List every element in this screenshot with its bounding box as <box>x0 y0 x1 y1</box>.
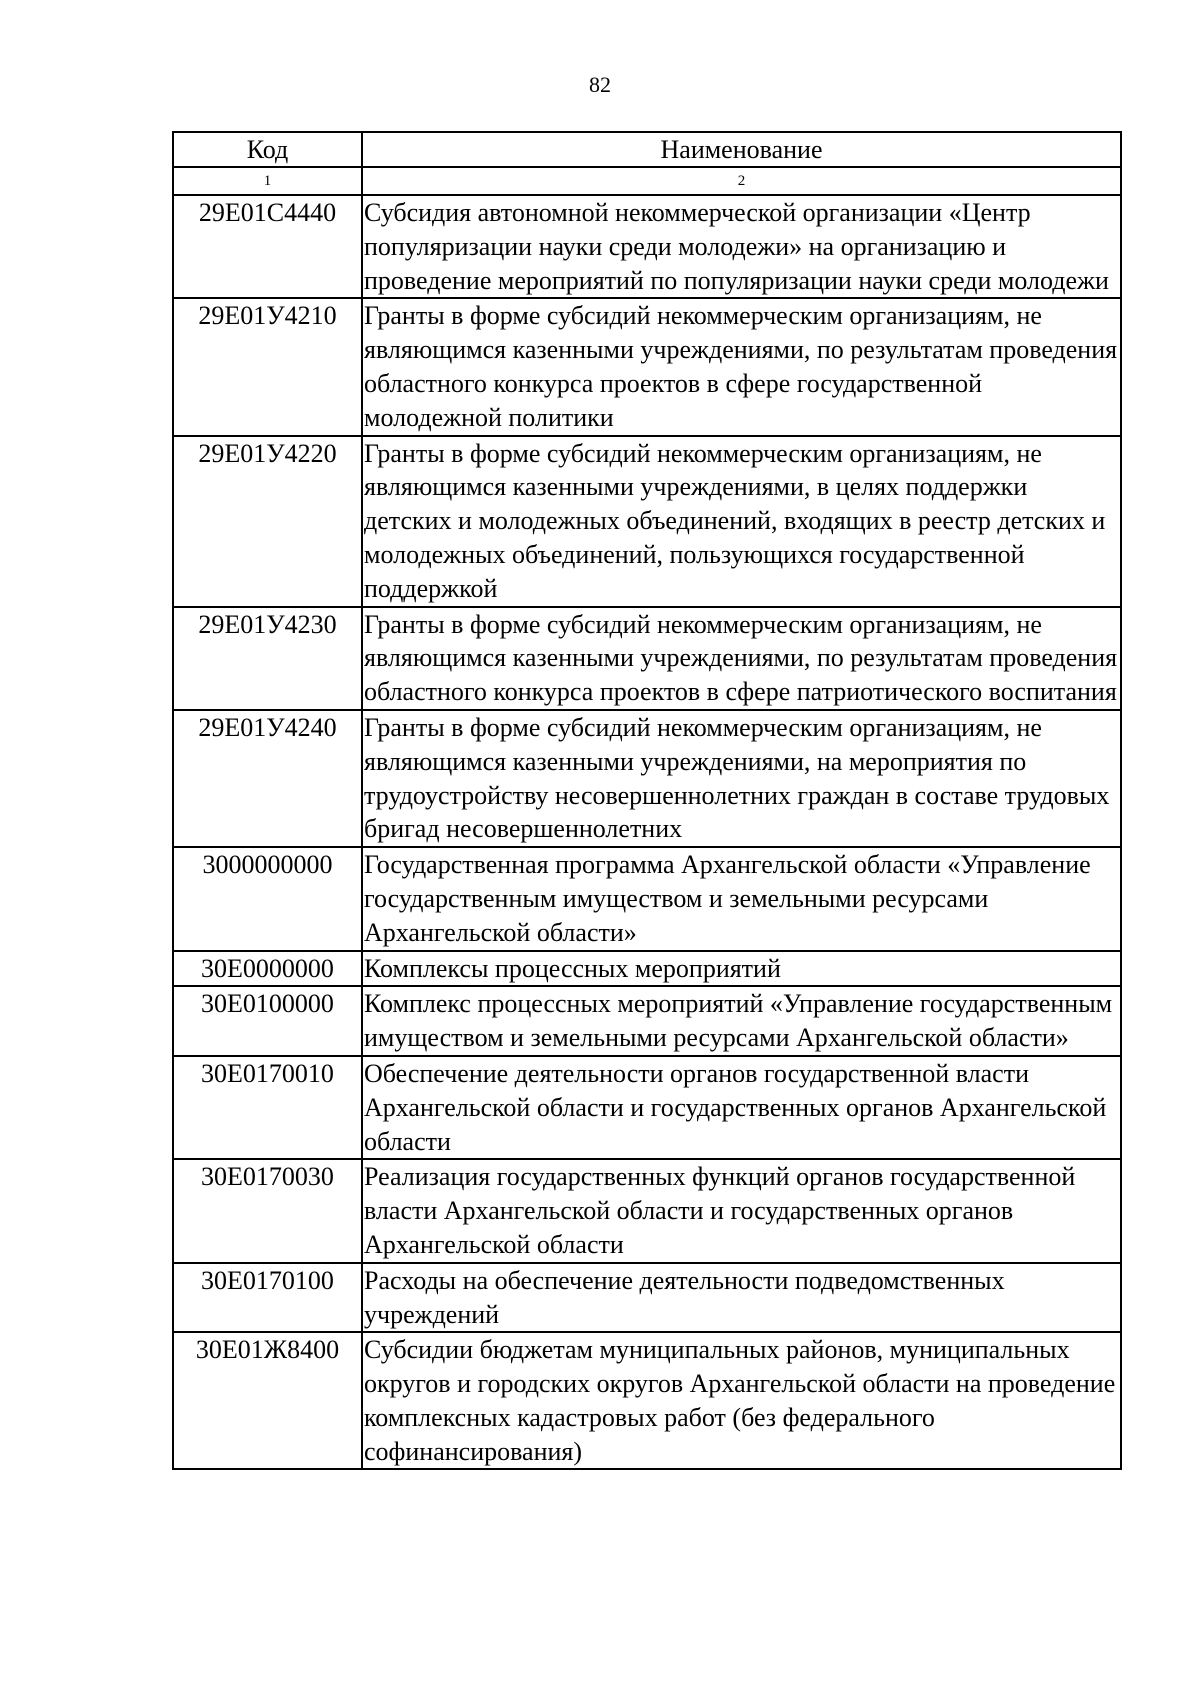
table-row <box>173 1056 1121 1159</box>
table-header-row <box>173 132 1121 167</box>
row-code: 30Е0170010 <box>173 1056 362 1159</box>
row-name: Реализация государственных функций органов государственной власти Архангельской области и государственных органов Архангельской области <box>362 1159 1121 1262</box>
budget-code-table <box>172 131 1122 1470</box>
row-code: 29Е01У4230 <box>173 607 362 710</box>
row-name: Государственная программа Архангельской области «Управление государственным имуществом и земельными ресурсами Архангельской области» <box>362 847 1121 950</box>
row-code: 30Е0100000 <box>173 986 362 1056</box>
row-name: Комплекс процессных мероприятий «Управление государственным имуществом и земельными ресурсами Архангельской области» <box>362 986 1121 1056</box>
table-row <box>173 1332 1121 1469</box>
row-code: 29Е01У4210 <box>173 298 362 435</box>
table-row <box>173 195 1121 298</box>
row-name: Субсидия автономной некоммерческой организации «Центр популяризации науки среди молодежи» на организацию и проведение мероприятий по популяризации науки среди молодежи <box>362 195 1121 298</box>
table-row <box>173 607 1121 710</box>
row-code: 30Е0170100 <box>173 1263 362 1333</box>
row-name: Расходы на обеспечение деятельности подведомственных учреждений <box>362 1263 1121 1333</box>
row-name: Комплексы процессных мероприятий <box>362 951 1121 987</box>
row-code: 29Е01С4440 <box>173 195 362 298</box>
row-name: Гранты в форме субсидий некоммерческим организациям, не являющимся казенными учреждениями, по результатам проведения областного конкурса проектов в сфере патриотического воспитания <box>362 607 1121 710</box>
column-number-row <box>173 167 1121 195</box>
row-code: 30Е0000000 <box>173 951 362 987</box>
page-number: 82 <box>589 72 611 97</box>
row-name: Гранты в форме субсидий некоммерческим организациям, не являющимся казенными учреждениями, в целях поддержки детских и молодежных объединений, входящих в реестр детских и молодежных объединений, пользующихся государственной поддержкой <box>362 436 1121 607</box>
table-row <box>173 1263 1121 1333</box>
column-number-code: 1 <box>173 167 362 195</box>
row-name: Гранты в форме субсидий некоммерческим организациям, не являющимся казенными учреждениями, по результатам проведения областного конкурса проектов в сфере государственной молодежной политики <box>362 298 1121 435</box>
header-code: Код <box>173 132 362 167</box>
table-row <box>173 951 1121 987</box>
row-name: Обеспечение деятельности органов государственной власти Архангельской области и государственных органов Архангельской области <box>362 1056 1121 1159</box>
header-name: Наименование <box>362 132 1121 167</box>
row-code: 29Е01У4240 <box>173 710 362 847</box>
table-row <box>173 710 1121 847</box>
table-row <box>173 298 1121 435</box>
row-code: 29Е01У4220 <box>173 436 362 607</box>
column-number-name: 2 <box>362 167 1121 195</box>
table-row <box>173 1159 1121 1262</box>
row-name: Гранты в форме субсидий некоммерческим организациям, не являющимся казенными учреждениями, на мероприятия по трудоустройству несовершеннолетних граждан в составе трудовых бригад несовершеннолетних <box>362 710 1121 847</box>
row-name: Субсидии бюджетам муниципальных районов, муниципальных округов и городских округов Архангельской области на проведение комплексных кадастровых работ (без федерального софинансирования) <box>362 1332 1121 1469</box>
table-row <box>173 986 1121 1056</box>
row-code: 3000000000 <box>173 847 362 950</box>
row-code: 30Е01Ж8400 <box>173 1332 362 1469</box>
table-row <box>173 847 1121 950</box>
table-row <box>173 436 1121 607</box>
row-code: 30Е0170030 <box>173 1159 362 1262</box>
